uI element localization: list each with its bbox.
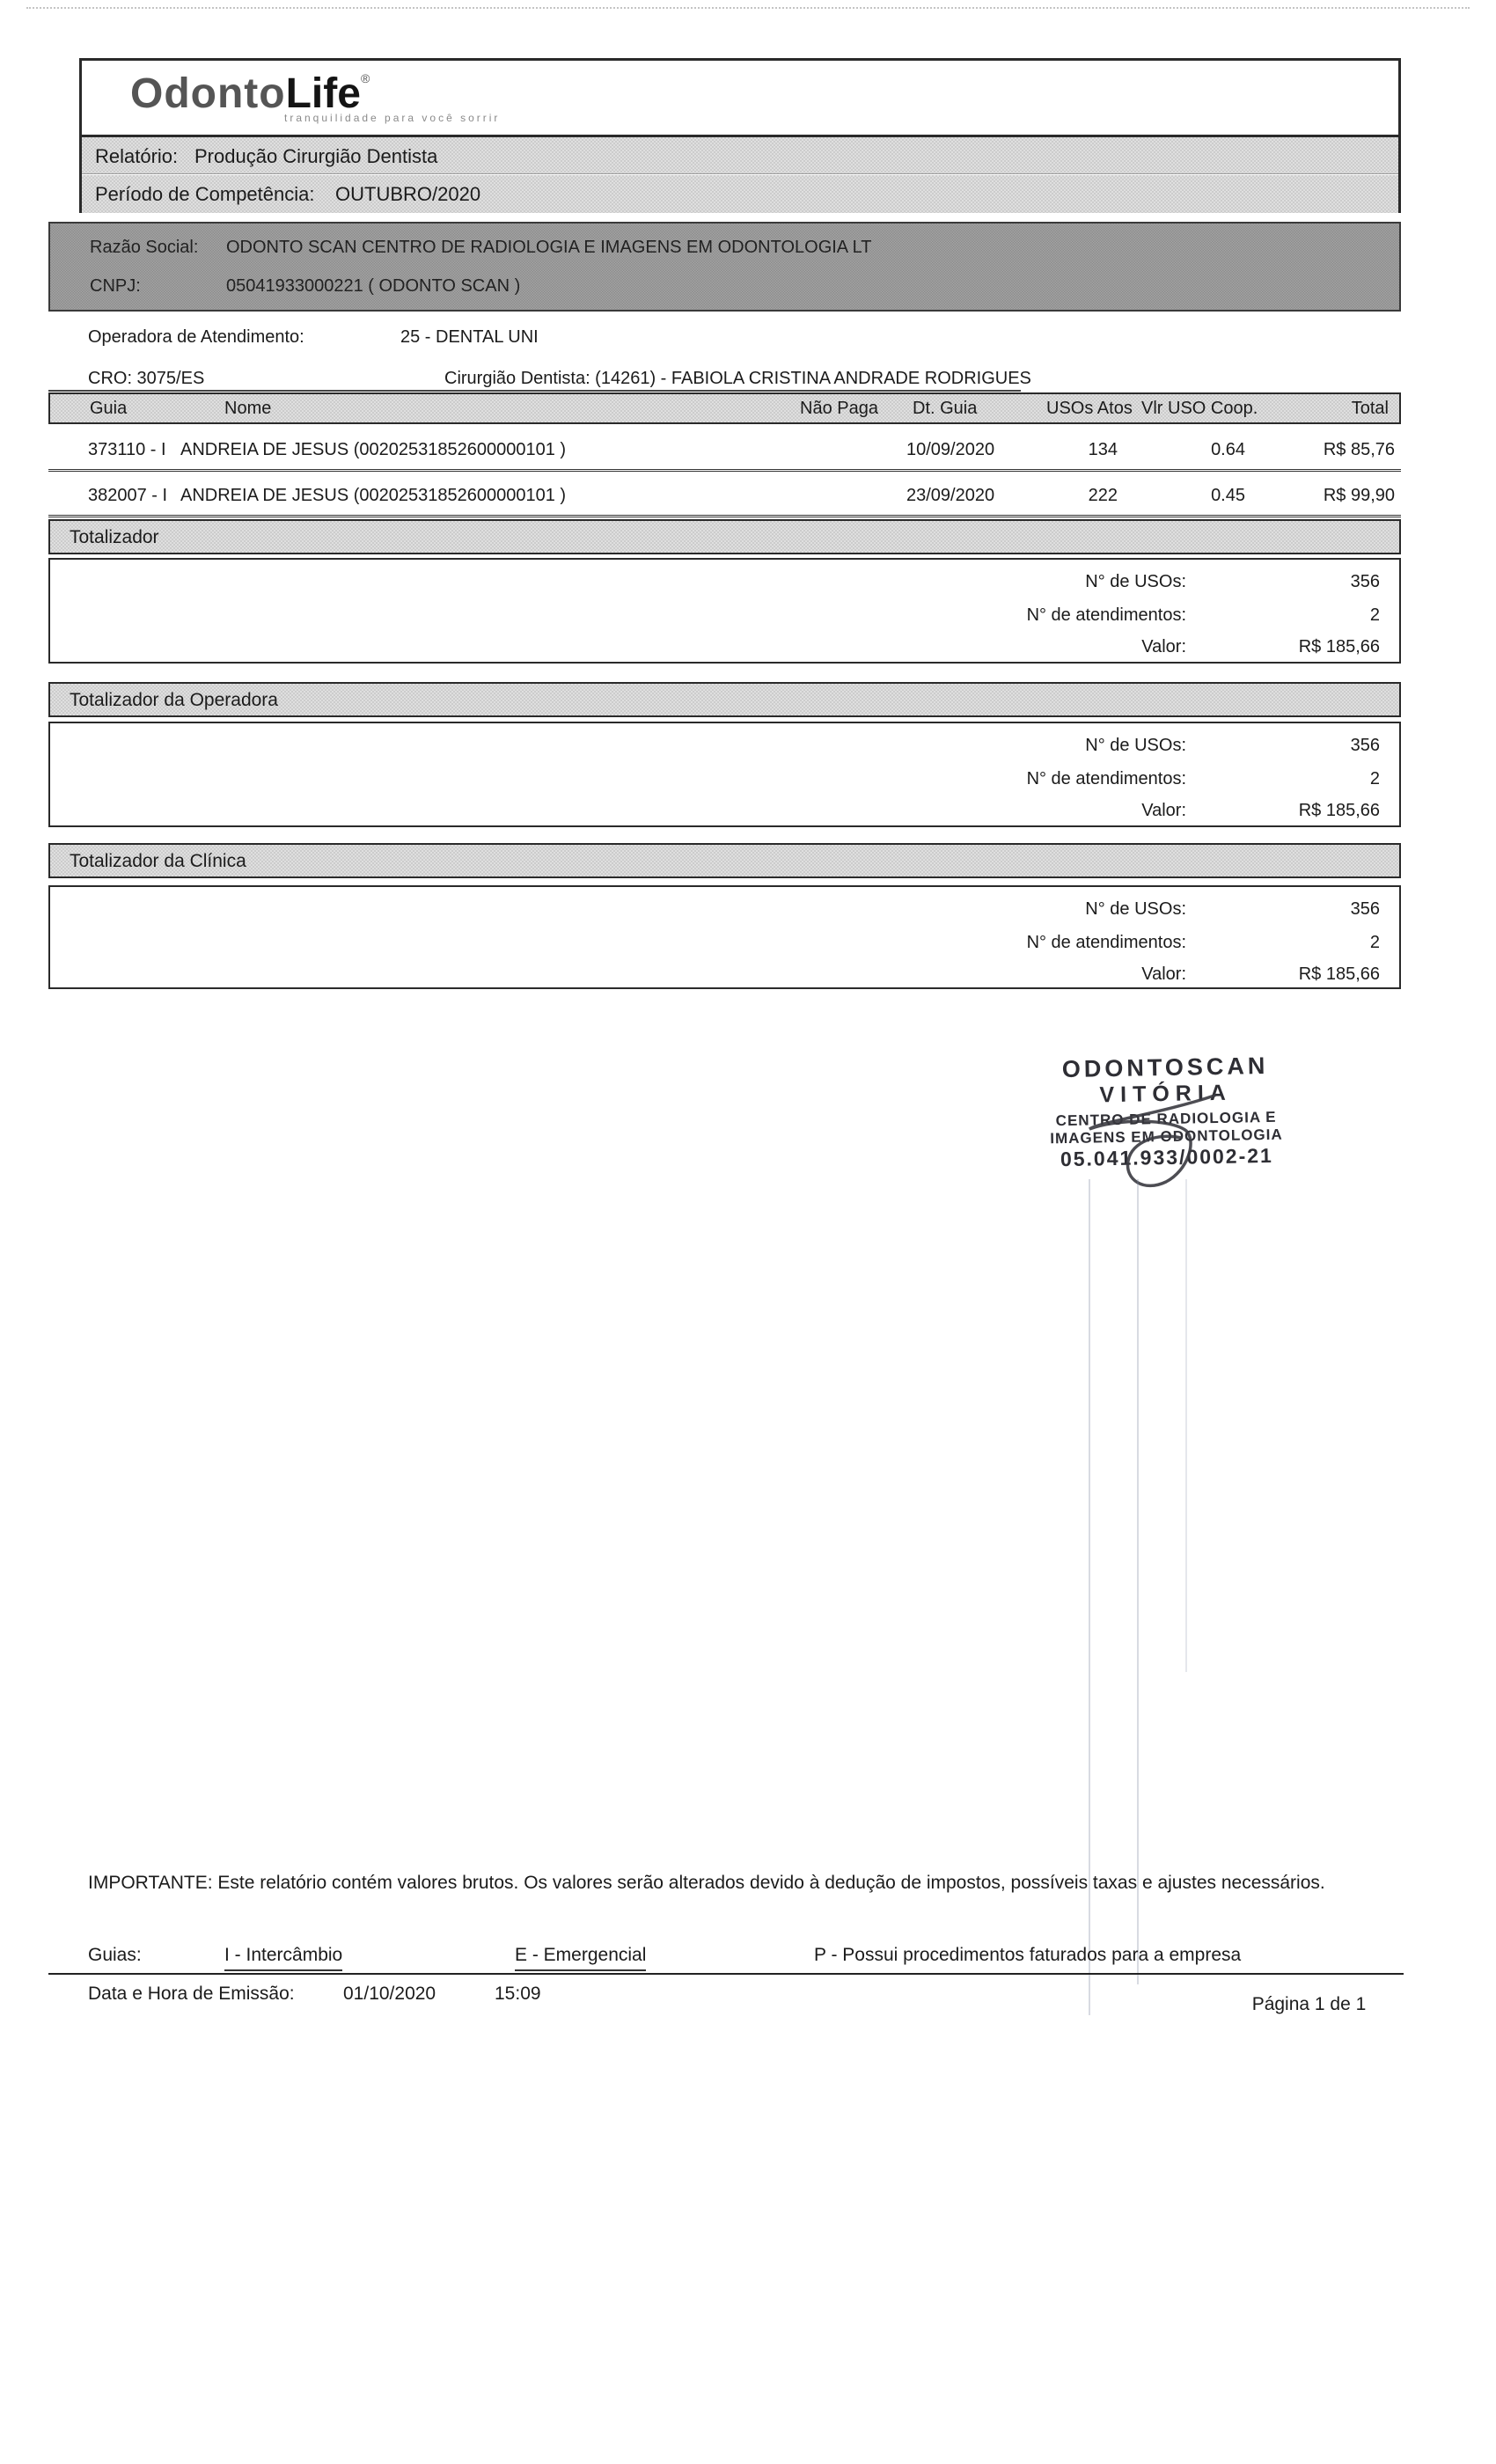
report-label: Relatório:: [95, 145, 179, 167]
period-row: [82, 175, 1398, 213]
logo-text-life: Life: [285, 70, 361, 117]
logo-text-odonto: Odonto: [130, 70, 286, 117]
dentista-value: Cirurgião Dentista: (14261) - FABIOLA CRISTINA ANDRADE RODRIGUES: [444, 369, 1031, 388]
cell-guia: 382007 - I: [88, 486, 168, 505]
cell-vlr-uso-coop: 0.64: [1211, 440, 1245, 459]
cell-usos-atos: 134: [1088, 440, 1118, 459]
cell-total: R$ 85,76: [1323, 440, 1395, 459]
logo-tagline: tranquilidade para você sorrir: [284, 112, 501, 124]
row-separator: [48, 469, 1401, 472]
cnpj-value: 05041933000221 ( ODONTO SCAN ): [226, 276, 521, 296]
cnpj-label: CNPJ:: [90, 276, 141, 296]
usos-value: 356: [1350, 899, 1380, 919]
usos-label: N° de USOs:: [1085, 736, 1186, 755]
registered-trademark-icon: ®: [360, 71, 370, 85]
totalizador-title: Totalizador da Clínica: [70, 851, 246, 871]
totalizador-title: Totalizador: [70, 527, 159, 547]
usos-value: 356: [1350, 572, 1380, 591]
legend-possui-procedimentos: P - Possui procedimentos faturados para a empresa: [814, 1945, 1242, 1965]
footer-divider: [48, 1973, 1404, 1975]
report-value: Produção Cirurgião Dentista: [194, 145, 438, 167]
valor-value: R$ 185,66: [1298, 801, 1380, 820]
stamp-cnpj: 05.041.933/0002-21: [1060, 1143, 1274, 1171]
column-dt-guia: Dt. Guia: [913, 399, 978, 418]
operadora-value: 25 - DENTAL UNI: [400, 327, 539, 347]
valor-label: Valor:: [1141, 637, 1186, 656]
atendimentos-label: N° de atendimentos:: [1026, 933, 1186, 952]
valor-label: Valor:: [1141, 964, 1186, 984]
emission-date: 01/10/2020: [343, 1984, 436, 2004]
operadora-label: Operadora de Atendimento:: [88, 327, 304, 347]
cell-nome: ANDREIA DE JESUS (00202531852600000101 ): [180, 440, 567, 459]
column-nao-paga: Não Paga: [800, 399, 878, 418]
important-notice: IMPORTANTE: Este relatório contém valores brutos. Os valores serão alterados devido à dedução de impostos, possíveis taxas e ajustes necessários.: [88, 1873, 1325, 1893]
usos-label: N° de USOs:: [1085, 572, 1186, 591]
atendimentos-label: N° de atendimentos:: [1026, 605, 1186, 625]
atendimentos-value: 2: [1369, 605, 1380, 625]
guides-table-header: [48, 392, 1401, 424]
cell-total: R$ 99,90: [1323, 486, 1395, 505]
scan-artifact-line: [26, 7, 1470, 9]
legend-emergencial: E - Emergencial: [515, 1945, 646, 1971]
valor-value: R$ 185,66: [1298, 637, 1380, 656]
signature-scribble: [1082, 1087, 1232, 1201]
emission-datetime-label: Data e Hora de Emissão:: [88, 1984, 295, 2004]
legend-intercambio: I - Intercâmbio: [224, 1945, 342, 1971]
totalizador-header: [48, 519, 1401, 554]
row-separator: [48, 515, 1401, 517]
period-label: Período de Competência:: [95, 183, 315, 205]
scan-artifact-line: [1185, 1179, 1187, 1672]
column-total: Total: [1351, 399, 1389, 418]
totalizador-title: Totalizador da Operadora: [70, 690, 278, 710]
razao-social-label: Razão Social:: [90, 238, 199, 257]
totalizador-clinica-header: [48, 843, 1401, 878]
razao-social-value: ODONTO SCAN CENTRO DE RADIOLOGIA E IMAGENS EM ODONTOLOGIA LT: [226, 238, 872, 257]
cro-value: CRO: 3075/ES: [88, 369, 205, 388]
valor-value: R$ 185,66: [1298, 964, 1380, 984]
cell-dt-guia: 10/09/2020: [906, 440, 995, 459]
stamp-line-1: ODONTOSCAN: [1061, 1052, 1269, 1083]
cell-guia: 373110 - I: [88, 440, 166, 459]
column-vlr-uso-coop: Vlr USO Coop.: [1141, 399, 1258, 418]
report-title-row: [82, 137, 1398, 174]
odontolife-logo: [130, 70, 370, 118]
atendimentos-label: N° de atendimentos:: [1026, 769, 1186, 788]
report-header-box: [79, 58, 1401, 213]
scan-artifact-line: [1137, 1179, 1139, 1984]
usos-label: N° de USOs:: [1085, 899, 1186, 919]
usos-value: 356: [1350, 736, 1380, 755]
atendimentos-value: 2: [1369, 769, 1380, 788]
cell-dt-guia: 23/09/2020: [906, 486, 995, 505]
valor-label: Valor:: [1141, 801, 1186, 820]
column-nome: Nome: [224, 399, 272, 418]
cell-nome: ANDREIA DE JESUS (00202531852600000101 ): [180, 486, 567, 505]
dentista-underline: [48, 390, 1021, 392]
column-guia: Guia: [90, 399, 128, 418]
period-value: OUTUBRO/2020: [335, 183, 481, 205]
logo-area: [82, 61, 1398, 135]
totalizador-clinica-box: [48, 885, 1401, 989]
emission-time: 15:09: [495, 1984, 541, 2004]
guias-legend-label: Guias:: [88, 1945, 142, 1965]
stamp-line-3: CENTRO DE RADIOLOGIA E: [1055, 1108, 1277, 1130]
column-usos-atos: USOs Atos: [1046, 399, 1133, 418]
company-info-band: [48, 222, 1401, 312]
totalizador-box: [48, 558, 1401, 664]
cell-vlr-uso-coop: 0.45: [1211, 486, 1245, 505]
cell-usos-atos: 222: [1088, 486, 1118, 505]
stamp-line-2: VITÓRIA: [1099, 1080, 1233, 1108]
totalizador-operadora-box: [48, 722, 1401, 827]
stamp-line-4: IMAGENS EM ODONTOLOGIA: [1050, 1126, 1283, 1148]
totalizador-operadora-header: [48, 682, 1401, 717]
atendimentos-value: 2: [1369, 933, 1380, 952]
page-number: Página 1 de 1: [1251, 1994, 1367, 2014]
